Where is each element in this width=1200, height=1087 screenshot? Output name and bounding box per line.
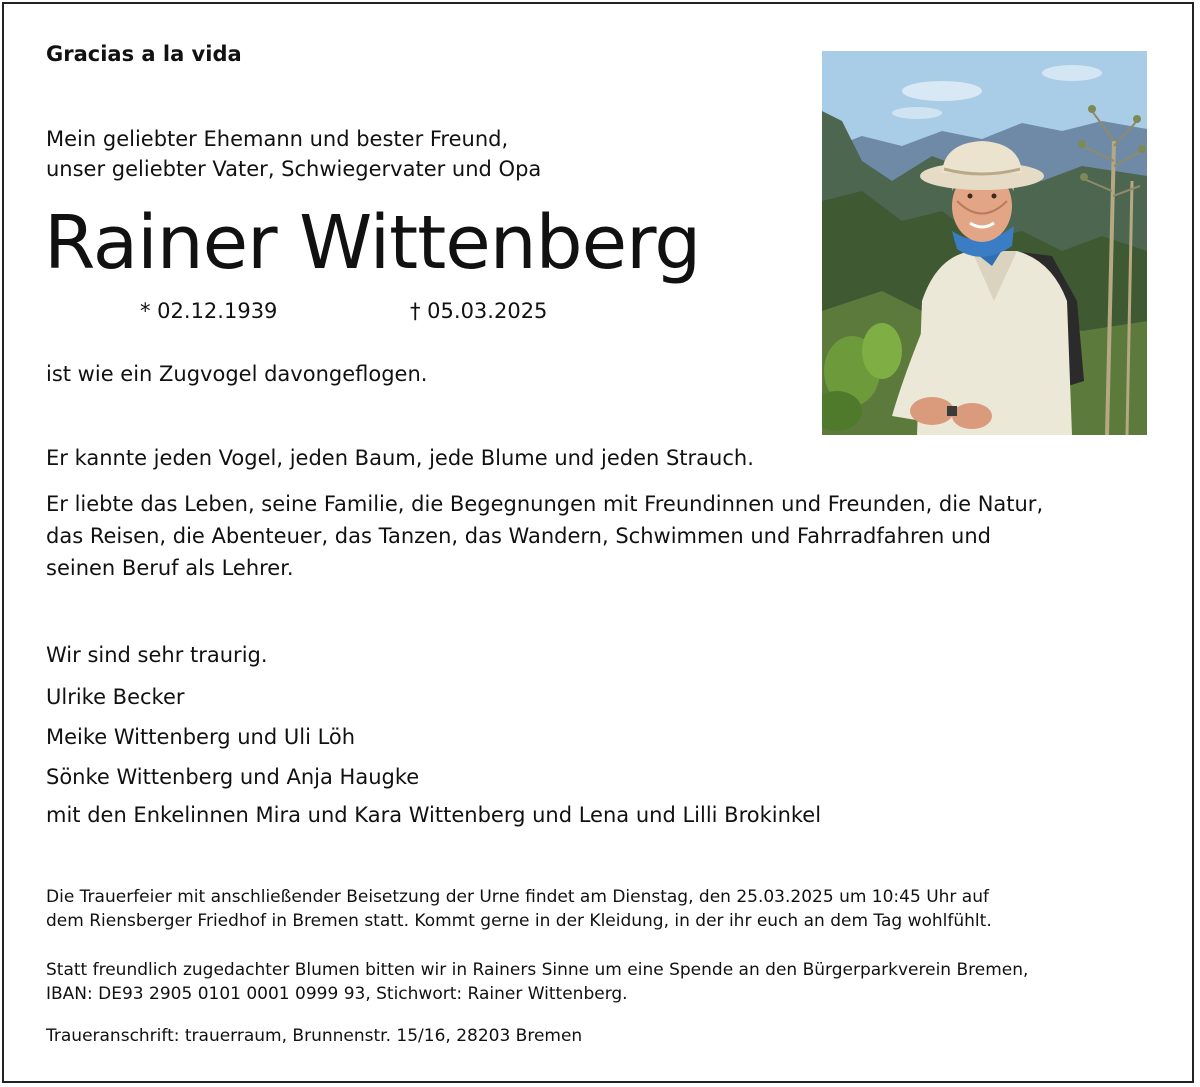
portrait-illustration [822, 51, 1147, 435]
traurig-line: Wir sind sehr traurig. [46, 643, 268, 667]
liebte-line: seinen Beruf als Lehrer. [46, 556, 294, 580]
ceremony-line: Die Trauerfeier mit anschließender Beisetzung der Urne findet am Dienstag, den 25.03.2025 um 10:45 Uhr auf [46, 887, 989, 907]
zugvogel-line: ist wie ein Zugvogel davongeflogen. [46, 362, 428, 386]
donation-line: IBAN: DE93 2905 0101 0001 0999 93, Stichwort: Rainer Wittenberg. [46, 984, 628, 1004]
death-date: † 05.03.2025 [410, 299, 548, 323]
intro-line: unser geliebter Vater, Schwiegervater und Opa [46, 157, 542, 181]
motto-heading: Gracias a la vida [46, 42, 242, 66]
ceremony-info [46, 885, 992, 933]
donation-info [46, 958, 1028, 1006]
birth-date: * 02.12.1939 [140, 299, 278, 323]
address-line: Traueranschrift: trauerraum, Brunnenstr. 15/16, 28203 Bremen [46, 1026, 583, 1046]
intro-line: Mein geliebter Ehemann und bester Freund, [46, 127, 509, 151]
liebte-line: das Reisen, die Abenteuer, das Tanzen, das Wandern, Schwimmen und Fahrradfahren und [46, 524, 991, 548]
portrait-photo [822, 51, 1147, 435]
kannte-line: Er kannte jeden Vogel, jeden Baum, jede Blume und jeden Strauch. [46, 446, 754, 470]
liebte-paragraph [46, 488, 1043, 584]
liebte-line: Er liebte das Leben, seine Familie, die Begegnungen mit Freundinnen und Freunden, die Natur, [46, 492, 1044, 516]
mourner-name: Sönke Wittenberg und Anja Haugke [46, 765, 420, 789]
intro-text [46, 124, 541, 184]
mourner-name: Meike Wittenberg und Uli Löh [46, 725, 356, 749]
donation-line: Statt freundlich zugedachter Blumen bitten wir in Rainers Sinne um eine Spende an den Bürgerparkverein Bremen, [46, 960, 1029, 980]
mourner-name: Ulrike Becker [46, 685, 185, 709]
deceased-name: Rainer Wittenberg [44, 200, 701, 286]
mourner-name: mit den Enkelinnen Mira und Kara Wittenberg und Lena und Lilli Brokinkel [46, 803, 822, 827]
ceremony-line: dem Riensberger Friedhof in Bremen statt. Kommt gerne in der Kleidung, in der ihr euch an dem Tag wohlfühlt. [46, 911, 992, 931]
